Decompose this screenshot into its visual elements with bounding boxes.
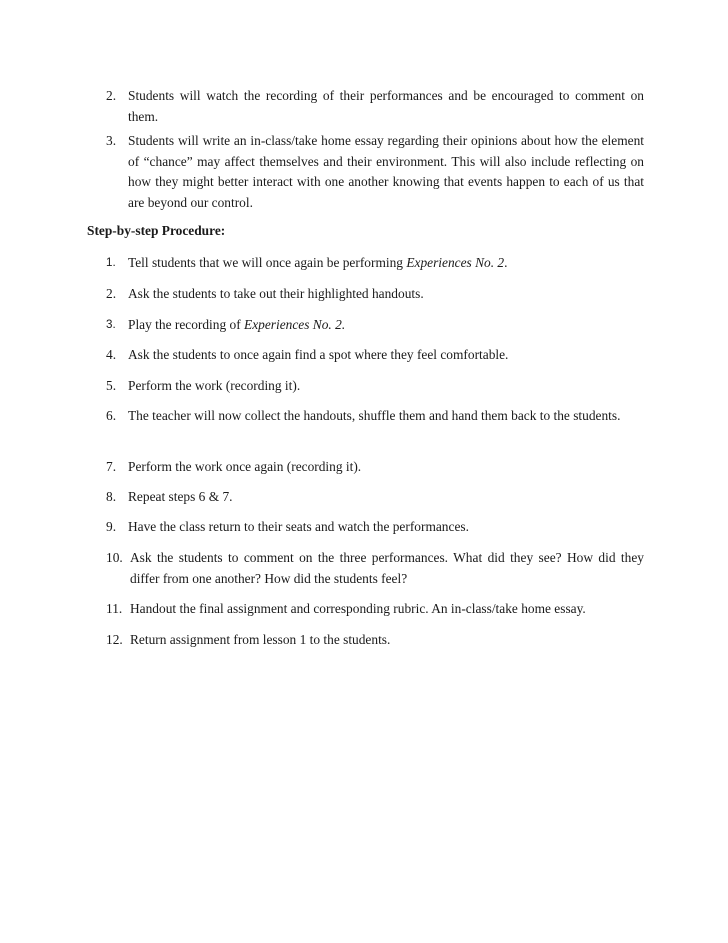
procedure-heading: Step-by-step Procedure: — [87, 223, 226, 238]
list-number: 3. — [106, 133, 117, 148]
list-number: 9. — [106, 519, 117, 534]
procedure-step-1 — [106, 253, 644, 274]
list-number: 1. — [106, 256, 116, 269]
list-number: 12. — [106, 632, 123, 647]
procedure-step-4 — [106, 345, 644, 366]
list-number: 6. — [106, 408, 117, 423]
procedure-step-2 — [106, 284, 644, 305]
list-text: Handout the final assignment and corresponding rubric. An in-class/take home essay. — [130, 601, 586, 616]
list-number: 7. — [106, 459, 117, 474]
list-text: Tell students that we will once again be performing Experiences No. 2. — [128, 255, 508, 270]
list-text: Play the recording of Experiences No. 2. — [128, 317, 346, 332]
list-text: Ask the students to once again find a spot where they feel comfortable. — [128, 347, 509, 362]
list-text: Ask the students to take out their highlighted handouts. — [128, 286, 424, 301]
list-text: Have the class return to their seats and watch the performances. — [128, 519, 469, 534]
list-text: Repeat steps 6 & 7. — [128, 489, 233, 504]
procedure-step-10 — [106, 548, 644, 589]
procedure-step-3 — [106, 315, 644, 336]
objective-item-3 — [106, 131, 644, 213]
list-text: Ask the students to comment on the three performances. What did they see? How did they differ from one another? How did the students feel? — [130, 550, 644, 586]
work-title: Experiences No. 2. — [244, 317, 346, 332]
work-title: Experiences No. 2 — [406, 255, 505, 270]
list-number: 2. — [106, 286, 117, 301]
list-text: The teacher will now collect the handouts, shuffle them and hand them back to the students. — [128, 408, 621, 423]
objective-item-2 — [106, 86, 644, 127]
list-number: 3. — [106, 318, 116, 331]
list-text: Perform the work once again (recording it). — [128, 459, 362, 474]
list-number: 5. — [106, 378, 117, 393]
list-text: Students will write an in-class/take home essay regarding their opinions about how the element of “chance” may affect themselves and their environment. This will also include reflecting on how they might better interact with one another knowing that events happen to each of us that are beyond our control. — [128, 133, 644, 210]
list-number: 2. — [106, 88, 117, 103]
list-number: 8. — [106, 489, 117, 504]
list-text: Students will watch the recording of their performances and be encouraged to comment on them. — [128, 88, 644, 124]
procedure-step-8 — [106, 487, 644, 508]
procedure-step-11 — [106, 599, 644, 620]
list-number: 11. — [106, 601, 123, 616]
list-number: 10. — [106, 550, 123, 565]
procedure-step-6 — [106, 406, 644, 427]
list-text: Return assignment from lesson 1 to the students. — [130, 632, 391, 647]
procedure-step-7 — [106, 457, 644, 478]
procedure-step-9 — [106, 517, 644, 538]
list-text: Perform the work (recording it). — [128, 378, 301, 393]
list-number: 4. — [106, 347, 117, 362]
procedure-step-12 — [106, 630, 644, 651]
procedure-step-5 — [106, 376, 644, 397]
